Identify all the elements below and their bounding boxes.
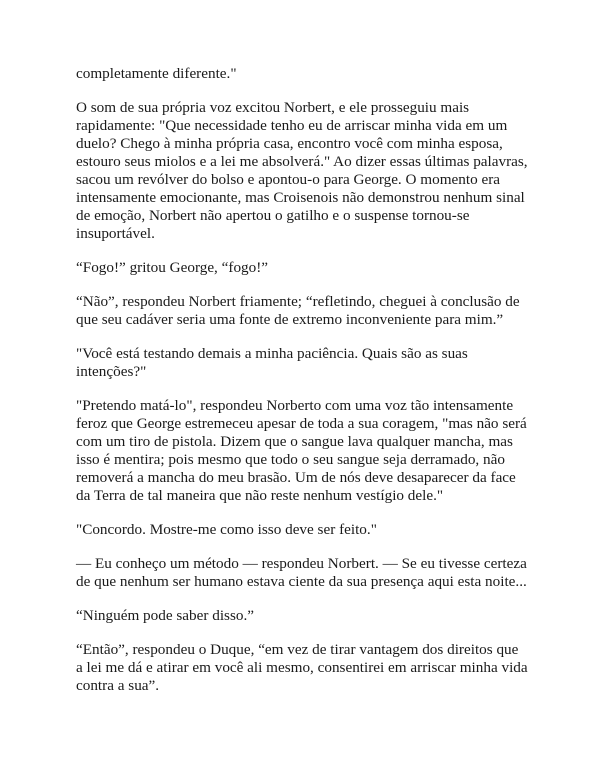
document-page <box>76 65 528 711</box>
paragraph: “Ninguém pode saber disso.” <box>76 607 254 624</box>
paragraph: O som de sua própria voz excitou Norbert, e ele prosseguiu mais rapidamente: "Que necessidade tenho eu de arriscar minha vida em um duelo? Chego à minha própria casa, encontro você com minha esposa, estouro seus miolos e a lei me absolverá." Ao dizer essas últimas palavras, sacou um revólver do bolso e apontou-o para George. O momento era intensamente emocionante, mas Croisenois não demonstrou nenhum sinal de emoção, Norbert não apertou o gatilho e o suspense tornou-se insuportável. <box>76 99 528 242</box>
paragraph: completamente diferente." <box>76 65 237 82</box>
paragraph: "Concordo. Mostre-me como isso deve ser feito." <box>76 521 377 538</box>
paragraph: “Fogo!” gritou George, “fogo!” <box>76 259 269 276</box>
paragraph: "Pretendo matá-lo", respondeu Norberto com uma voz tão intensamente feroz que George estremeceu apesar de toda a sua coragem, "mas não será com um tiro de pistola. Dizem que o sangue lava qualquer mancha, mas isso é mentira; pois mesmo que todo o seu sangue seja derramado, não removerá a mancha do meu brasão. Um de nós deve desaparecer da face da Terra de tal maneira que não reste nenhum vestígio dele." <box>76 397 527 504</box>
paragraph: “Então”, respondeu o Duque, “em vez de tirar vantagem dos direitos que a lei me dá e atirar em você ali mesmo, consentirei em arriscar minha vida contra a sua”. <box>76 641 528 694</box>
paragraph: “Não”, respondeu Norbert friamente; “refletindo, cheguei à conclusão de que seu cadáver seria uma fonte de extremo inconveniente para mim.” <box>76 293 520 328</box>
paragraph: "Você está testando demais a minha paciência. Quais são as suas intenções?" <box>76 345 468 380</box>
paragraph: — Eu conheço um método — respondeu Norbert. — Se eu tivesse certeza de que nenhum ser humano estava ciente da sua presença aqui esta noite... <box>76 555 527 590</box>
